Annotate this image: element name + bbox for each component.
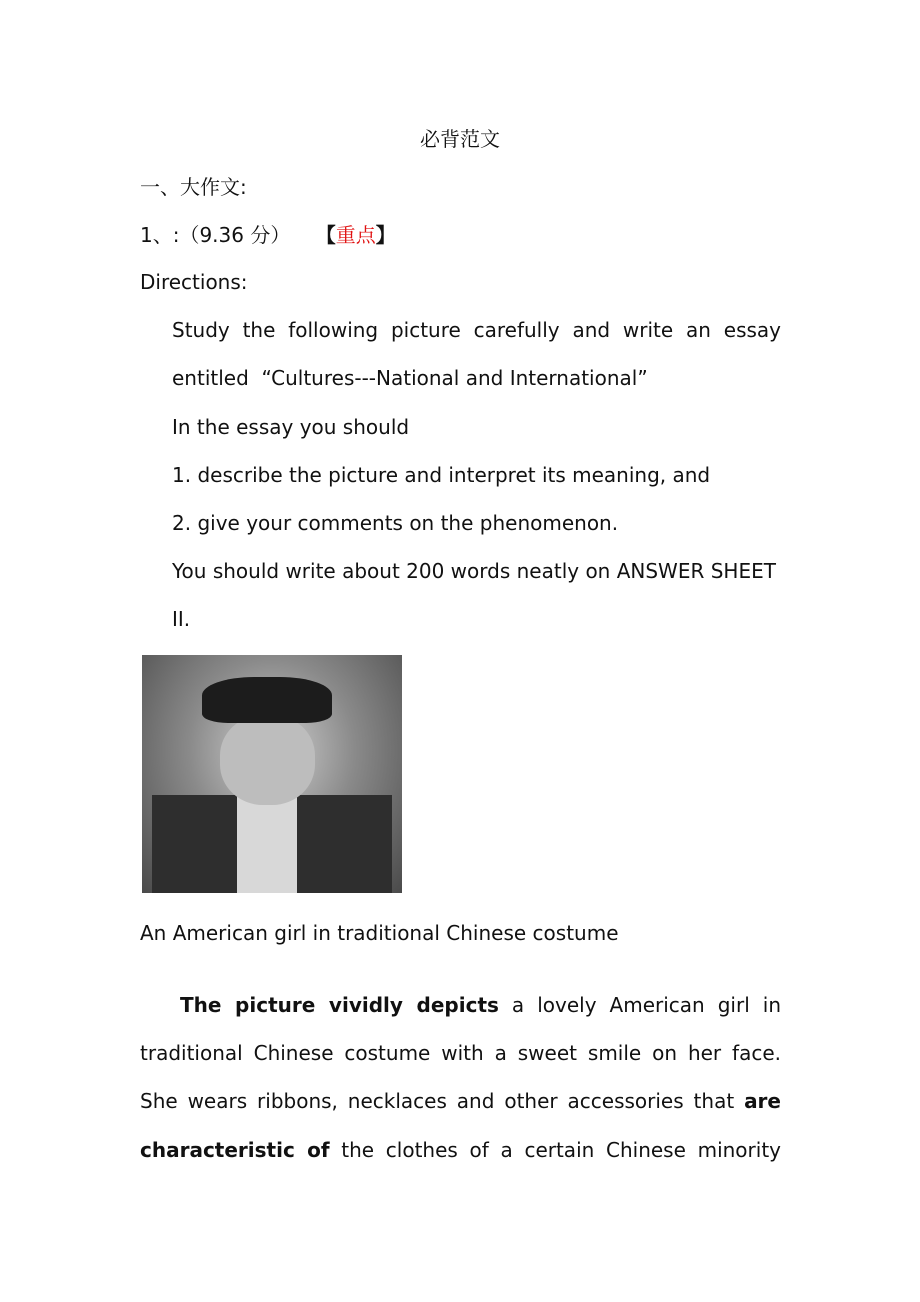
bold-phrase: are [744, 1089, 781, 1113]
paragraph-line: traditional Chinese costume with a sweet smile on her face. [140, 1041, 781, 1065]
girl-photo [142, 655, 402, 893]
bold-phrase: The picture vividly depicts [180, 993, 499, 1017]
section-heading: 一、大作文: [140, 175, 247, 199]
item-heading [140, 221, 781, 249]
bold-phrase: characteristic of [140, 1138, 330, 1162]
bracket: 】 [375, 223, 396, 247]
paragraph-line [140, 1087, 781, 1115]
directions-line: Study the following picture carefully and write an essay [172, 318, 781, 342]
bracket: 【 [315, 223, 336, 247]
directions-line: entitled “Cultures---National and International” [172, 366, 648, 390]
directions-line: You should write about 200 words neatly on ANSWER SHEET [172, 559, 776, 583]
text-span: She wears ribbons, necklaces and other accessories that [140, 1089, 745, 1113]
item-prefix: 1、:（9.36 分） [140, 223, 291, 247]
face-shape [220, 715, 315, 805]
doc-title: 必背范文 [420, 127, 500, 151]
text-span: the clothes of a certain Chinese minority [329, 1138, 781, 1162]
text-span: a lovely American girl in [498, 993, 781, 1017]
paragraph-line [180, 991, 781, 1019]
directions-line: II. [172, 607, 191, 631]
directions-line: In the essay you should [172, 415, 410, 439]
directions-line: 1. describe the picture and interpret its meaning, and [172, 463, 711, 487]
directions-line: 2. give your comments on the phenomenon. [172, 511, 619, 535]
scarf-shape [237, 795, 297, 893]
photo-caption: An American girl in traditional Chinese costume [140, 921, 619, 945]
paragraph-line [140, 1136, 781, 1164]
key-point-tag: 重点 [335, 223, 376, 247]
directions-label: Directions: [140, 270, 248, 294]
hat-shape [202, 677, 332, 723]
